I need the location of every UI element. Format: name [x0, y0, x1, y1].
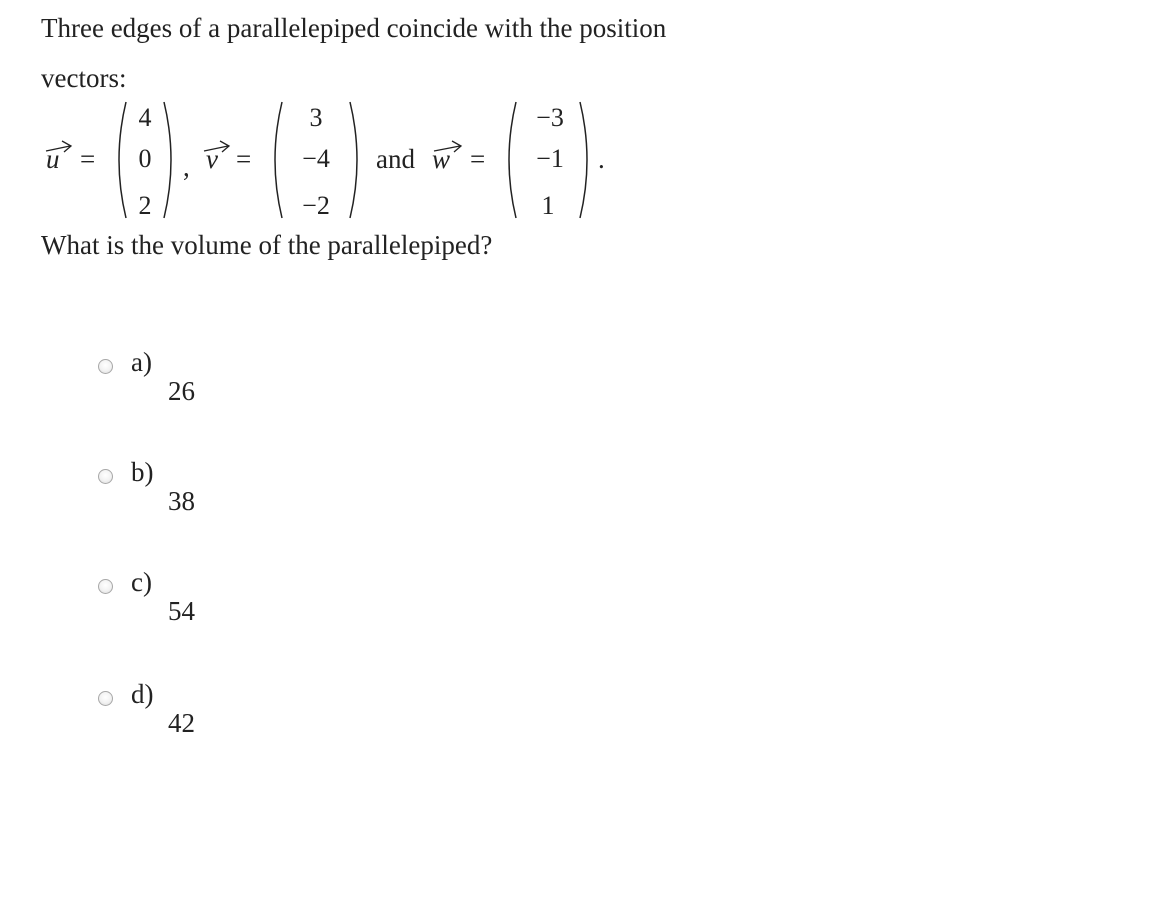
right-paren-icon — [160, 100, 180, 220]
comma: , — [183, 152, 190, 182]
vector-arrow-icon — [432, 137, 464, 157]
vector-v-symbol: v — [206, 144, 218, 174]
equals-sign: = — [80, 144, 96, 174]
vector-w-entry-3: 1 — [541, 191, 555, 220]
radio-button[interactable] — [98, 579, 113, 594]
question-text-line2: vectors: — [41, 63, 127, 93]
radio-button[interactable] — [98, 359, 113, 374]
right-paren-icon — [576, 100, 596, 220]
option-letter: b) — [131, 457, 154, 487]
period: . — [598, 144, 605, 174]
answer-option-d[interactable] — [98, 679, 398, 754]
equals-sign: = — [236, 144, 252, 174]
vector-v-entry-3: −2 — [302, 191, 330, 220]
answer-option-c[interactable] — [98, 567, 398, 642]
left-paren-icon — [266, 100, 286, 220]
radio-button[interactable] — [98, 691, 113, 706]
left-paren-icon — [500, 100, 520, 220]
vector-w-entry-2: −1 — [536, 144, 564, 173]
vector-w-entry-1: −3 — [536, 103, 564, 132]
option-value: 42 — [168, 708, 195, 738]
right-paren-icon — [346, 100, 366, 220]
vector-arrow-icon — [44, 137, 74, 157]
vector-u-entry-1: 4 — [138, 103, 152, 132]
vector-w-symbol: w — [432, 144, 451, 174]
option-letter: d) — [131, 679, 154, 709]
vector-u-entry-2: 0 — [138, 144, 152, 173]
vector-v-entry-2: −4 — [302, 144, 330, 173]
and-text: and — [376, 144, 415, 174]
equals-sign: = — [470, 144, 486, 174]
option-value: 26 — [168, 376, 195, 406]
vector-u-symbol: u — [46, 144, 60, 174]
vector-u-entry-3: 2 — [138, 191, 152, 220]
option-letter: a) — [131, 347, 152, 377]
question-text-line1: Three edges of a parallelepiped coincide with the position — [41, 13, 667, 43]
option-letter: c) — [131, 567, 152, 597]
vector-v-entry-1: 3 — [309, 103, 323, 132]
vector-arrow-icon — [202, 137, 232, 157]
answer-option-b[interactable] — [98, 457, 398, 532]
answer-option-a[interactable] — [98, 347, 398, 422]
radio-button[interactable] — [98, 469, 113, 484]
option-value: 38 — [168, 486, 195, 516]
option-value: 54 — [168, 596, 195, 626]
question-text-line3: What is the volume of the parallelepiped? — [41, 230, 493, 260]
left-paren-icon — [110, 100, 130, 220]
